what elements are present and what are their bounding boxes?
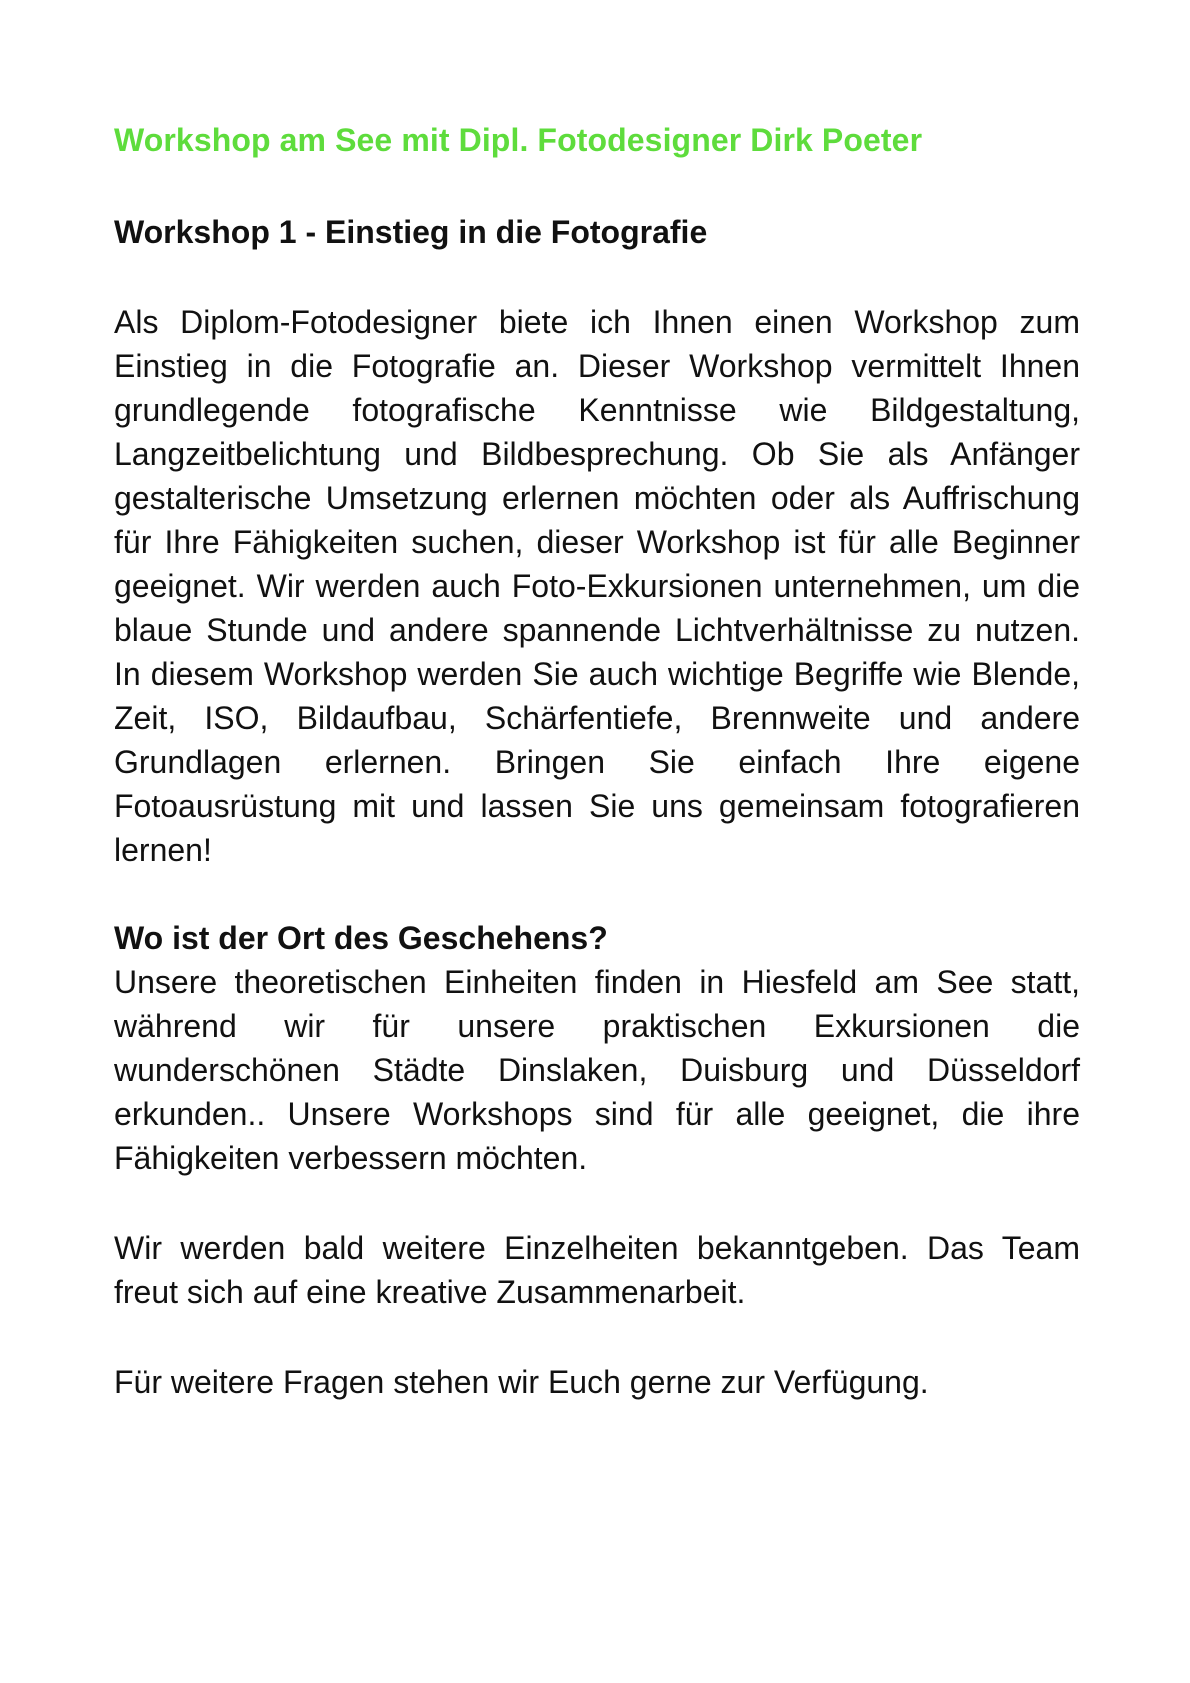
location-paragraph: Unsere theoretischen Einheiten finden in Hiesfeld am See statt, während wir für unsere praktischen Exkursionen die wunderschönen Städte Dinslaken, Duisburg und Düsseldorf erkunden.. Unsere Workshops sind für alle geeignet, die ihre Fähigkeiten verbessern möchten. — [114, 964, 1080, 1176]
location-heading: Wo ist der Ort des Geschehens? — [114, 920, 608, 956]
announcement-paragraph: Wir werden bald weitere Einzelheiten bekanntgeben. Das Team freut sich auf eine kreative Zusammenarbeit. — [114, 1230, 1080, 1310]
document-page — [114, 118, 1080, 1404]
closing-paragraph: Für weitere Fragen stehen wir Euch gerne zur Verfügung. — [114, 1364, 929, 1400]
headline: Workshop am See mit Dipl. Fotodesigner Dirk Poeter — [114, 122, 923, 158]
workshop-title: Workshop 1 - Einstieg in die Fotografie — [114, 214, 708, 250]
intro-paragraph: Als Diplom-Fotodesigner biete ich Ihnen einen Workshop zum Einstieg in die Fotografie an. Dieser Workshop vermittelt Ihnen grundlegende fotografische Kenntnisse wie Bildgestaltung, Langzeitbelichtung und Bildbesprechung. Ob Sie als Anfänger gestalterische Umsetzung erlernen möchten oder als Auffrischung für Ihre Fähigkeiten suchen, dieser Workshop ist für alle Beginner geeignet. Wir werden auch Foto-Exkursionen unternehmen, um die blaue Stunde und andere spannende Lichtverhältnisse zu nutzen. In diesem Workshop werden Sie auch wichtige Begriffe wie Blende, Zeit, ISO, Bildaufbau, Schärfentiefe, Brennweite und andere Grundlagen erlernen. Bringen Sie einfach Ihre eigene Fotoausrüstung mit und lassen Sie uns gemeinsam fotografieren lernen! — [114, 304, 1080, 868]
